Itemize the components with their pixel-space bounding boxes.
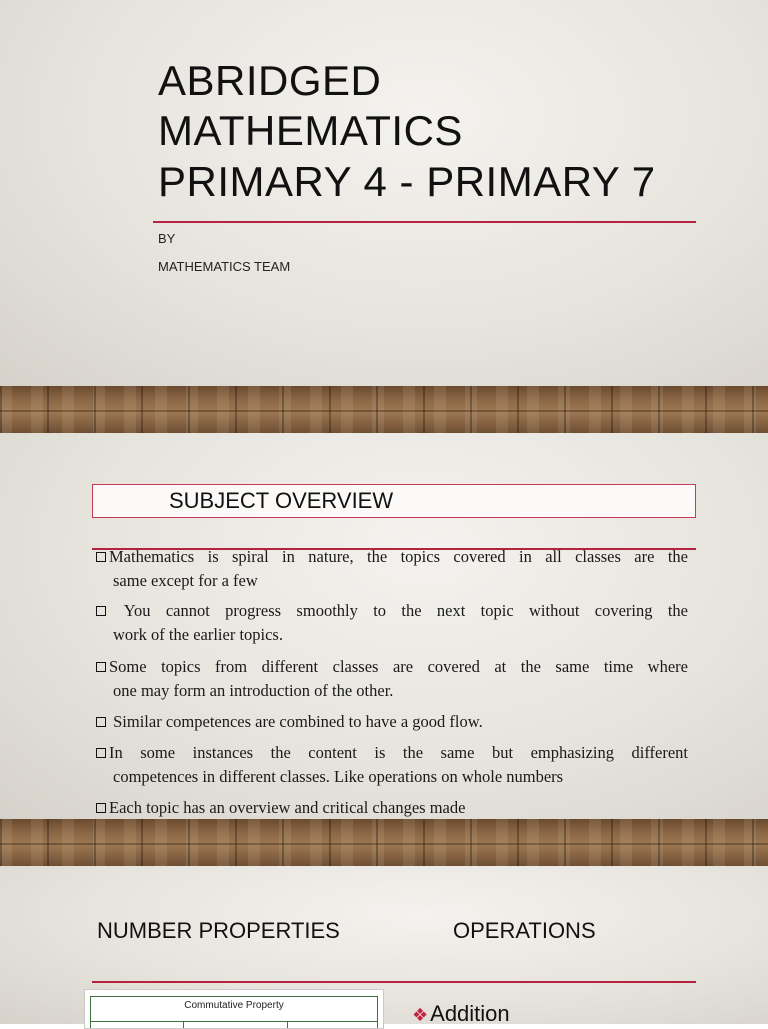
checkbox-bullet-icon <box>96 717 106 727</box>
number-properties-heading: NUMBER PROPERTIES <box>97 918 340 943</box>
table-column-divider <box>183 1021 184 1028</box>
operations-heading: OPERATIONS <box>453 918 596 943</box>
table-divider <box>91 1021 377 1022</box>
checkbox-bullet-icon <box>96 606 106 616</box>
title-line-1: ABRIDGED <box>158 57 382 104</box>
title-divider <box>153 221 696 223</box>
checkbox-bullet-icon <box>96 552 106 562</box>
addition-item <box>412 1001 510 1027</box>
diamond-bullet-icon: ❖ <box>412 1005 429 1025</box>
bullet-item: Some topics from different classes are covered at the same time where one may form an introduction of the other. <box>96 655 688 703</box>
checkbox-bullet-icon <box>96 803 106 813</box>
wood-floor-1 <box>0 386 768 433</box>
slide-title <box>0 0 768 386</box>
title-line-3: PRIMARY 4 - PRIMARY 7 <box>158 158 656 205</box>
wood-floor-2 <box>0 819 768 866</box>
checkbox-bullet-icon <box>96 662 106 672</box>
table-title: Commutative Property <box>184 1000 284 1011</box>
commutative-property-table <box>84 989 384 1029</box>
bullet-item: You cannot progress smoothly to the next topic without covering the work of the earlier topics. <box>96 599 688 647</box>
operations-divider <box>92 981 696 983</box>
table-frame <box>90 996 378 1028</box>
bullet-item: Similar competences are combined to have a good flow. <box>96 710 688 734</box>
bullet-item: In some instances the content is the same but emphasizing different competences in different classes. Like operations on whole numbers <box>96 741 688 789</box>
checkbox-bullet-icon <box>96 748 106 758</box>
overview-heading: SUBJECT OVERVIEW <box>169 488 394 513</box>
table-column-divider <box>287 1021 288 1028</box>
title-line-2: MATHEMATICS <box>158 107 463 154</box>
bullet-item: Mathematics is spiral in nature, the topics covered in all classes are the same except for a few <box>96 545 688 593</box>
bullet-item: Each topic has an overview and critical changes made <box>96 796 688 820</box>
by-label: BY <box>158 231 176 246</box>
overview-heading-box <box>92 484 696 518</box>
addition-label: Addition <box>430 1001 510 1026</box>
author-label: MATHEMATICS TEAM <box>158 259 291 274</box>
